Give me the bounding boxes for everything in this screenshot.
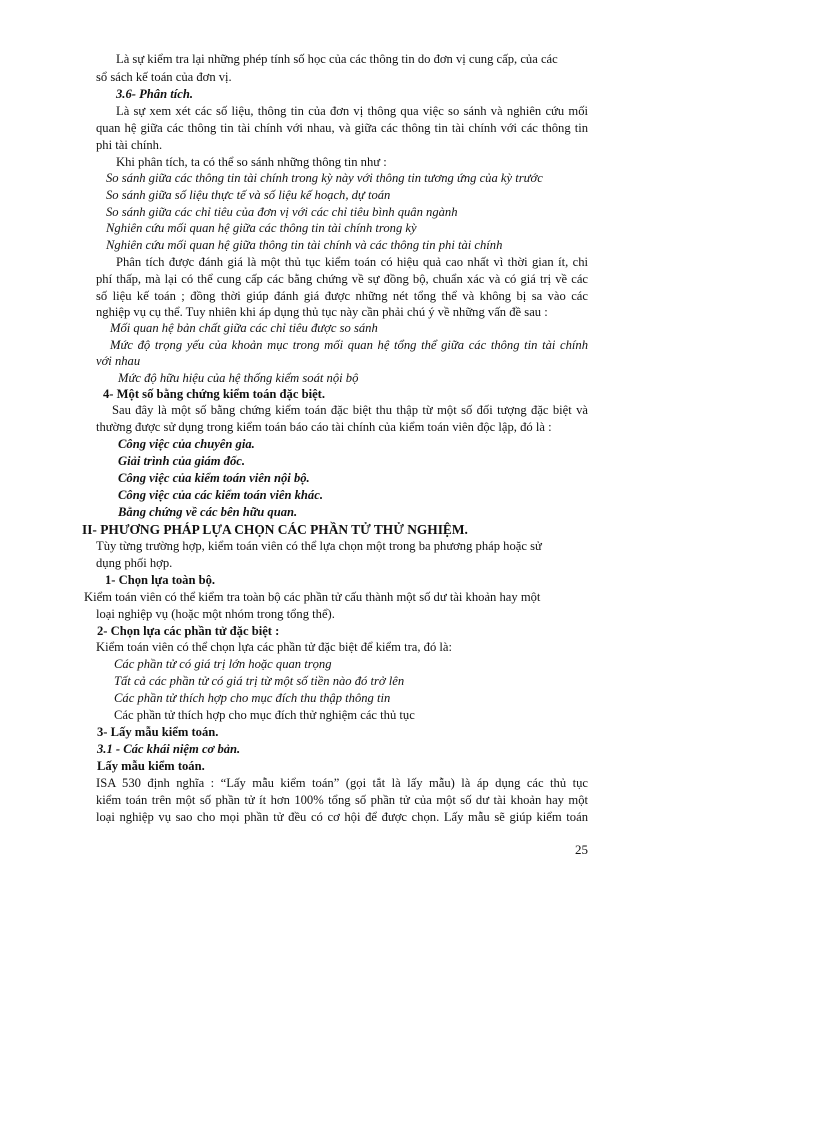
chapter-heading: II- PHƯƠNG PHÁP LỰA CHỌN CÁC PHẦN TỬ THỬ NGHIỆM. — [82, 522, 468, 537]
paragraph-line: dụng phối hợp. — [96, 556, 173, 570]
paragraph-line: Là sự kiểm tra lại những phép tính số học của các thông tin do đơn vị cung cấp, của các — [116, 52, 558, 66]
paragraph-line: nghiệp vụ cụ thể. Tuy nhiên khi áp dụng thủ tục này cần phải chú ý về những vấn đề sau : — [96, 305, 548, 319]
paragraph-line: Tùy từng trường hợp, kiểm toán viên có thể lựa chọn một trong ba phương pháp hoặc sử — [96, 539, 542, 553]
list-item: Các phần tử thích hợp cho mục đích thu thập thông tin — [114, 691, 391, 705]
paragraph-line: số liệu kế toán ; đồng thời giúp đánh giá được những nét tổng thể và không bị sa vào các — [96, 289, 588, 303]
paragraph-line: Khi phân tích, ta có thể so sánh những thông tin như : — [116, 155, 387, 169]
paragraph-line: Là sự xem xét các số liệu, thông tin của đơn vị thông qua việc so sánh và nghiên cứu mối — [116, 104, 588, 118]
section-heading: 1- Chọn lựa toàn bộ. — [105, 573, 216, 587]
list-item: So sánh giữa các chỉ tiêu của đơn vị với các chỉ tiêu bình quân ngành — [106, 205, 458, 219]
list-item: với nhau — [96, 354, 141, 368]
list-item: Mức độ trọng yếu của khoản mục trong mối quan hệ tổng thể giữa các thông tin tài chính — [110, 338, 588, 352]
section-heading: 3.6- Phân tích. — [116, 87, 193, 101]
paragraph-line: phi tài chính. — [96, 138, 163, 152]
section-heading: 2- Chọn lựa các phần tử đặc biệt : — [97, 624, 280, 638]
paragraph-line: sổ sách kế toán của đơn vị. — [96, 70, 232, 84]
paragraph-line: Phân tích được đánh giá là một thủ tục kiểm toán có hiệu quả cao nhất vì thời gian ít, chi — [116, 255, 588, 269]
section-heading: 4- Một số bằng chứng kiểm toán đặc biệt. — [103, 387, 326, 401]
list-item: Các phần tử có giá trị lớn hoặc quan trọng — [114, 657, 332, 671]
list-item: So sánh giữa số liệu thực tế và số liệu kế hoạch, dự toán — [106, 188, 391, 202]
paragraph-line: Kiểm toán viên có thể chọn lựa các phần tử đặc biệt để kiểm tra, đó là: — [96, 640, 453, 654]
section-heading: 3- Lấy mẫu kiểm toán. — [97, 725, 219, 739]
list-item: Mức độ hữu hiệu của hệ thống kiểm soát nội bộ — [118, 371, 359, 385]
section-heading: 3.1 - Các khái niệm cơ bản. — [97, 742, 241, 756]
list-item: Các phần tử thích hợp cho mục đích thử nghiệm các thủ tục — [114, 708, 415, 722]
paragraph-line: Sau đây là một số bằng chứng kiểm toán đặc biệt thu thập từ một số đối tượng đặc biệt và — [112, 403, 588, 417]
list-item: So sánh giữa các thông tin tài chính trong kỳ này với thông tin tương ứng của kỳ trước — [106, 171, 543, 185]
paragraph-line: quan hệ giữa các thông tin tài chính với nhau, và giữa các thông tin tài chính với các thông tin — [96, 121, 588, 135]
list-item: Công việc của kiểm toán viên nội bộ. — [118, 471, 310, 485]
section-heading: Lấy mẫu kiểm toán. — [97, 759, 205, 773]
paragraph-line: thường được sử dụng trong kiểm toán báo cáo tài chính của kiểm toán viên độc lập, đó là : — [96, 420, 552, 434]
page-number: 25 — [575, 842, 588, 857]
list-item: Nghiên cứu mối quan hệ giữa thông tin tài chính và các thông tin phi tài chính — [106, 238, 503, 252]
paragraph-line: ISA 530 định nghĩa : “Lấy mẫu kiểm toán” (gọi tắt là lấy mẫu) là áp dụng các thủ tục — [96, 776, 588, 790]
list-item: Giải trình của giám đốc. — [118, 454, 246, 468]
list-item: Mối quan hệ bản chất giữa các chỉ tiêu được so sánh — [110, 321, 378, 335]
paragraph-line: kiểm toán trên một số phần tử ít hơn 100% tổng số phần tử của một số dư tài khoản hay một — [96, 793, 588, 807]
list-item: Nghiên cứu mối quan hệ giữa các thông tin tài chính trong kỳ — [106, 221, 417, 235]
list-item: Tất cả các phần tử có giá trị từ một số tiền nào đó trở lên — [114, 674, 405, 688]
list-item: Bằng chứng về các bên hữu quan. — [118, 505, 298, 519]
list-item: Công việc của các kiểm toán viên khác. — [118, 488, 323, 502]
paragraph-line: loại nghiệp vụ sao cho mọi phần tử đều có cơ hội để được chọn. Lấy mẫu sẽ giúp kiểm toán — [96, 810, 588, 824]
paragraph-line: phí thấp, mà lại có thể cung cấp các bằng chứng về sự đồng bộ, chuẩn xác và có giá trị về các — [96, 272, 588, 286]
list-item: Công việc của chuyên gia. — [118, 437, 255, 451]
paragraph-line: Kiểm toán viên có thể kiểm tra toàn bộ các phần tử cấu thành một số dư tài khoản hay một — [84, 590, 541, 604]
paragraph-line: loại nghiệp vụ (hoặc một nhóm trong tổng thể). — [96, 607, 335, 621]
